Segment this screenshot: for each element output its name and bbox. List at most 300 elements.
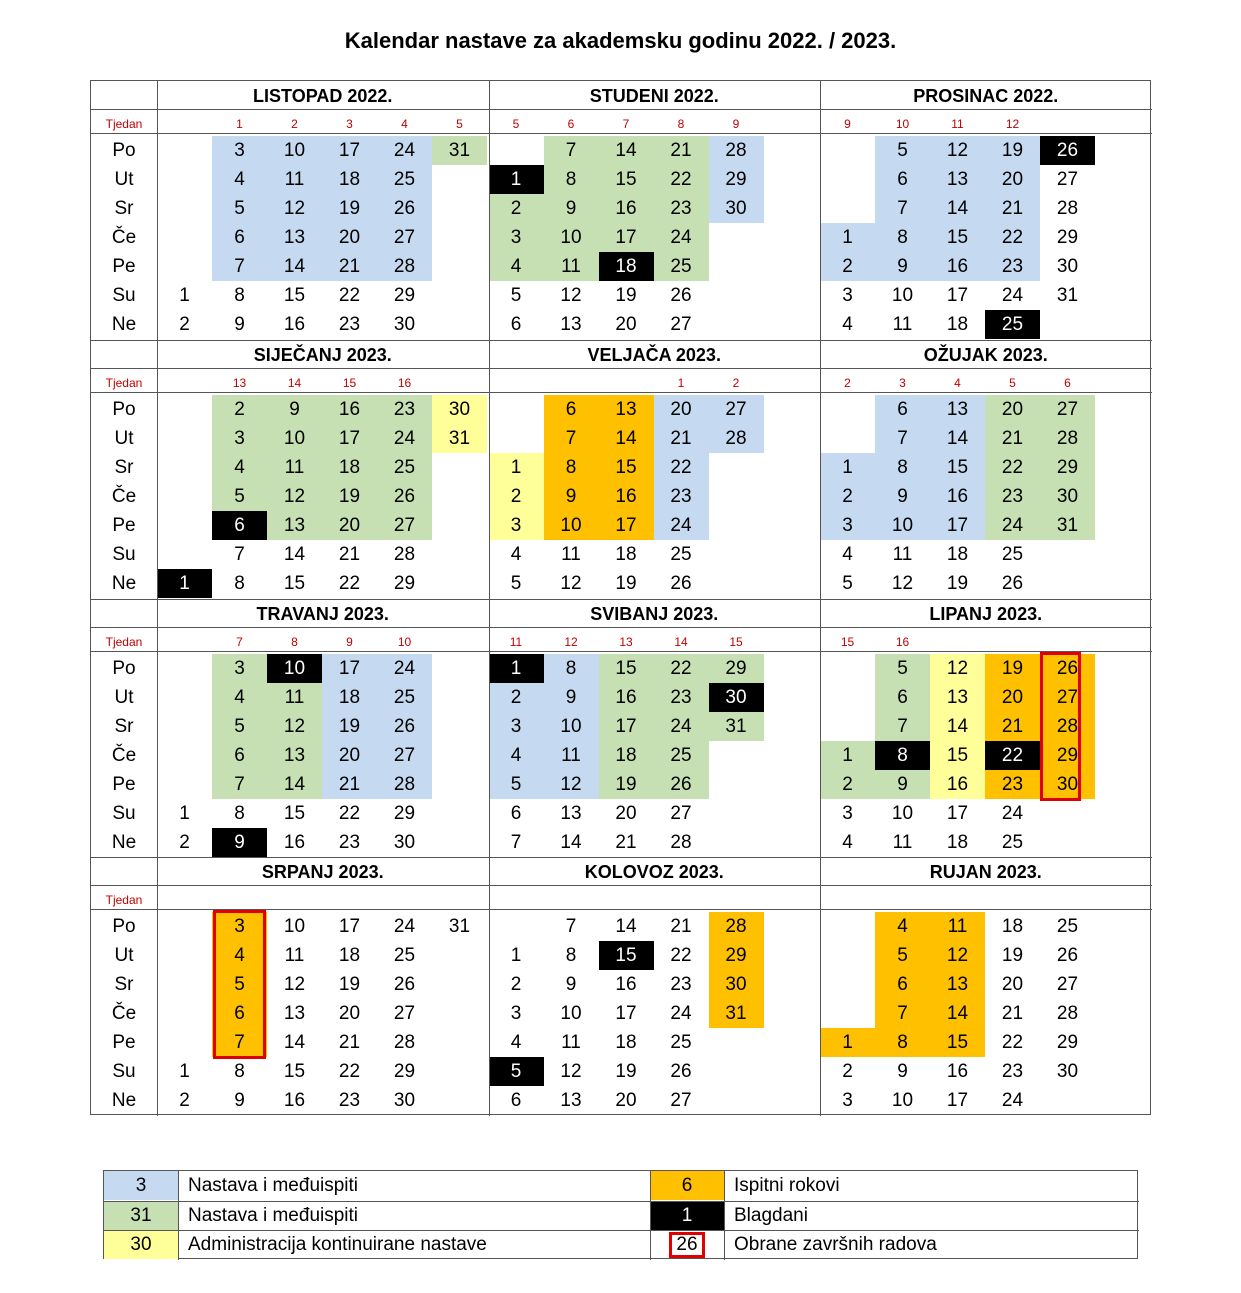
legend-swatch	[650, 1230, 724, 1259]
calendar-day: 30	[1056, 1061, 1079, 1082]
calendar-day: 17	[599, 712, 654, 741]
calendar-day: 10	[267, 136, 322, 165]
calendar-day: 29	[393, 573, 416, 594]
column-divider	[489, 81, 490, 1116]
calendar-day: 19	[615, 573, 637, 594]
week-number: 12	[564, 635, 578, 649]
month-header-divider	[91, 885, 1152, 886]
calendar-day: 9	[875, 252, 930, 281]
calendar-day: 15	[599, 654, 654, 683]
legend	[103, 1170, 1138, 1259]
calendar-day: 4	[875, 912, 930, 941]
day-label: Su	[112, 1061, 136, 1082]
calendar-day: 3	[489, 511, 544, 540]
calendar-day: 28	[709, 136, 764, 165]
calendar-day: 10	[891, 803, 914, 824]
calendar-day: 7	[875, 999, 930, 1028]
calendar-day: 29	[1040, 741, 1095, 770]
calendar-day: 3	[212, 654, 267, 683]
calendar-day: 1	[157, 569, 212, 598]
calendar-day: 27	[670, 1090, 692, 1111]
calendar-day: 22	[338, 285, 361, 306]
calendar-day: 11	[892, 832, 913, 853]
calendar-day: 2	[510, 974, 522, 995]
legend-label: Administracija kontinuirane nastave	[188, 1234, 487, 1255]
calendar-day: 16	[930, 252, 985, 281]
calendar-day: 29	[393, 803, 416, 824]
calendar-day: 16	[615, 974, 637, 995]
week-number: 8	[677, 117, 685, 131]
calendar-day: 11	[892, 544, 913, 565]
calendar-day: 2	[179, 832, 190, 853]
week-row-label: Tjedan	[105, 376, 143, 390]
calendar-day: 30	[393, 314, 416, 335]
calendar-day: 7	[875, 424, 930, 453]
calendar-day: 29	[393, 1061, 416, 1082]
day-label: Ut	[114, 687, 134, 708]
calendar-day: 25	[985, 310, 1040, 339]
calendar-day: 19	[338, 974, 361, 995]
calendar-day: 26	[377, 194, 432, 223]
week-number: 15	[729, 635, 743, 649]
calendar-day: 23	[1001, 1061, 1024, 1082]
calendar-day: 8	[875, 1028, 930, 1057]
calendar-day: 20	[985, 683, 1040, 712]
calendar-day: 8	[565, 945, 577, 966]
calendar-day: 8	[234, 803, 245, 824]
day-label: Ut	[114, 428, 134, 449]
calendar-day: 29	[709, 941, 764, 970]
calendar-day: 5	[510, 573, 522, 594]
calendar-day: 7	[875, 712, 930, 741]
calendar-day: 7	[212, 770, 267, 799]
calendar-day: 23	[654, 683, 709, 712]
legend-label: Nastava i međuispiti	[188, 1204, 359, 1226]
calendar-day: 11	[267, 683, 322, 712]
calendar-day: 16	[283, 832, 306, 853]
calendar-day: 14	[283, 544, 306, 565]
calendar-day: 31	[1056, 285, 1079, 306]
calendar-day: 1	[820, 223, 875, 252]
day-label: Sr	[114, 974, 134, 995]
calendar-day: 12	[267, 194, 322, 223]
calendar-day: 24	[1001, 803, 1024, 824]
calendar-day: 1	[179, 1061, 190, 1082]
calendar-day: 20	[615, 803, 637, 824]
calendar-day: 2	[820, 252, 875, 281]
calendar-day: 8	[544, 165, 599, 194]
calendar-day: 13	[267, 511, 322, 540]
calendar-day: 25	[670, 544, 692, 565]
calendar-day: 25	[654, 252, 709, 281]
calendar-day: 7	[544, 136, 599, 165]
calendar-day: 3	[489, 712, 544, 741]
calendar-day: 3	[212, 136, 267, 165]
calendar-day: 7	[544, 424, 599, 453]
calendar-day: 6	[875, 165, 930, 194]
calendar-day: 5	[212, 194, 267, 223]
calendar-day: 9	[234, 1090, 245, 1111]
calendar-day: 26	[393, 974, 416, 995]
day-label: Po	[112, 658, 136, 679]
month-header-divider	[91, 109, 1152, 110]
week-number: 15	[840, 635, 855, 649]
week-number: 3	[346, 117, 353, 131]
week-number: 7	[622, 117, 630, 131]
calendar-day: 3	[820, 511, 875, 540]
week-row-label: Tjedan	[105, 893, 143, 907]
calendar-day: 7	[212, 252, 267, 281]
calendar-day: 30	[432, 395, 487, 424]
calendar-day: 6	[510, 803, 522, 824]
calendar-day: 16	[322, 395, 377, 424]
calendar-day: 11	[892, 314, 913, 335]
calendar-day: 28	[709, 424, 764, 453]
calendar-day: 12	[560, 573, 582, 594]
calendar-day: 4	[489, 741, 544, 770]
calendar-day: 5	[212, 482, 267, 511]
calendar-day: 23	[985, 770, 1040, 799]
calendar-day: 24	[1001, 1090, 1024, 1111]
calendar-day: 26	[670, 1061, 692, 1082]
calendar-day: 26	[377, 712, 432, 741]
calendar-day: 19	[322, 712, 377, 741]
calendar-day: 31	[448, 916, 471, 937]
calendar-day: 22	[985, 223, 1040, 252]
calendar-day: 4	[489, 252, 544, 281]
calendar-day: 18	[599, 252, 654, 281]
calendar-day: 4	[510, 1032, 522, 1053]
week-number: 7	[236, 635, 243, 649]
calendar-day: 8	[234, 285, 245, 306]
week-number: 14	[674, 635, 688, 649]
calendar-day: 14	[930, 712, 985, 741]
week-number: 4	[954, 376, 961, 390]
week-number: 5	[456, 117, 463, 131]
calendar-day: 12	[267, 482, 322, 511]
calendar-day: 2	[489, 194, 544, 223]
calendar-day: 10	[891, 1090, 914, 1111]
calendar-day: 9	[875, 770, 930, 799]
calendar-day: 23	[338, 832, 361, 853]
calendar-day: 15	[930, 741, 985, 770]
day-label: Ut	[114, 169, 134, 190]
calendar-day: 17	[615, 1003, 637, 1024]
week-number: 1	[236, 117, 243, 131]
calendar-day: 21	[615, 832, 637, 853]
calendar-day: 16	[283, 314, 306, 335]
calendar-day: 4	[212, 453, 267, 482]
calendar-day: 5	[489, 1057, 544, 1086]
calendar-day: 2	[179, 314, 190, 335]
calendar-day: 30	[709, 970, 764, 999]
calendar-day: 3	[510, 1003, 522, 1024]
calendar-day: 18	[599, 741, 654, 770]
calendar-day: 23	[654, 482, 709, 511]
week-row-divider	[91, 909, 1152, 910]
calendar-day: 8	[234, 573, 245, 594]
calendar-day: 10	[891, 285, 914, 306]
calendar-day: 29	[709, 654, 764, 683]
month-name: SVIBANJ 2023.	[590, 604, 719, 624]
calendar-day: 31	[1040, 511, 1095, 540]
calendar-day: 4	[842, 832, 853, 853]
legend-divider	[104, 1230, 1139, 1231]
calendar-day: 18	[1001, 916, 1024, 937]
calendar-day: 23	[377, 395, 432, 424]
calendar-day: 22	[338, 803, 361, 824]
calendar-day: 28	[393, 544, 416, 565]
calendar-day: 29	[1056, 227, 1079, 248]
calendar-day: 17	[946, 803, 969, 824]
calendar-day: 13	[560, 314, 582, 335]
calendar-day: 7	[565, 916, 577, 937]
day-label: Če	[111, 227, 137, 248]
calendar-day: 12	[560, 1061, 582, 1082]
month-header-divider	[91, 627, 1152, 628]
calendar-day: 22	[670, 945, 692, 966]
week-number: 15	[342, 376, 357, 390]
calendar-day: 13	[267, 223, 322, 252]
calendar-day: 27	[393, 1003, 416, 1024]
calendar-day: 20	[322, 741, 377, 770]
calendar-day: 6	[875, 395, 930, 424]
calendar-day: 2	[179, 1090, 190, 1111]
calendar-day: 25	[377, 683, 432, 712]
day-label: Ne	[111, 1090, 137, 1111]
calendar-day: 29	[1056, 1032, 1079, 1053]
calendar-day: 22	[1001, 1032, 1024, 1053]
calendar-day: 17	[322, 654, 377, 683]
calendar-day: 26	[1056, 945, 1079, 966]
week-number: 2	[844, 376, 851, 390]
calendar-day: 14	[267, 770, 322, 799]
calendar-day: 15	[283, 1061, 306, 1082]
calendar-day: 28	[1040, 712, 1095, 741]
calendar-day: 21	[1001, 1003, 1024, 1024]
calendar-day: 24	[377, 136, 432, 165]
calendar-day: 9	[544, 683, 599, 712]
calendar-day: 13	[283, 1003, 306, 1024]
calendar-day: 5	[875, 941, 930, 970]
day-label: Su	[112, 285, 136, 306]
calendar-day: 23	[670, 974, 692, 995]
week-number: 1	[677, 376, 685, 390]
calendar-day: 9	[897, 1061, 908, 1082]
calendar-day: 19	[322, 482, 377, 511]
calendar-day: 27	[670, 314, 692, 335]
calendar-day: 13	[267, 741, 322, 770]
legend-label: Obrane završnih radova	[734, 1234, 937, 1255]
week-number: 16	[397, 376, 412, 390]
calendar-day: 11	[544, 741, 599, 770]
calendar-day: 13	[599, 395, 654, 424]
calendar-day: 26	[1040, 136, 1095, 165]
month-name: STUDENI 2022.	[589, 86, 719, 106]
calendar-day: 6	[212, 741, 267, 770]
calendar-day: 11	[561, 544, 581, 565]
calendar-day: 21	[985, 424, 1040, 453]
legend-swatch-value: 26	[669, 1232, 704, 1258]
calendar-day: 13	[930, 395, 985, 424]
calendar-day: 2	[820, 482, 875, 511]
calendar-day: 8	[234, 1061, 245, 1082]
calendar-day: 9	[544, 194, 599, 223]
legend-label: Nastava i međuispiti	[188, 1175, 359, 1196]
calendar-day: 10	[875, 511, 930, 540]
calendar-day: 1	[820, 741, 875, 770]
legend-swatch: 1	[650, 1201, 724, 1230]
calendar-day: 13	[560, 803, 582, 824]
calendar-day: 7	[875, 194, 930, 223]
calendar-day: 17	[599, 223, 654, 252]
calendar-day: 24	[377, 424, 432, 453]
day-label: Sr	[114, 716, 134, 737]
week-number: 2	[291, 117, 298, 131]
calendar-day: 14	[615, 916, 637, 937]
column-divider	[157, 81, 158, 1116]
calendar-day: 10	[267, 424, 322, 453]
week-number: 10	[895, 117, 910, 131]
calendar-day: 28	[709, 912, 764, 941]
legend-swatch: 6	[650, 1171, 724, 1200]
calendar-day: 27	[1040, 683, 1095, 712]
calendar-day: 26	[377, 482, 432, 511]
day-label: Po	[112, 399, 136, 420]
week-number: 12	[1005, 117, 1020, 131]
calendar-day: 9	[565, 974, 577, 995]
month-name: KOLOVOZ 2023.	[584, 862, 724, 882]
legend-swatch: 30	[104, 1230, 178, 1259]
calendar-day: 29	[709, 165, 764, 194]
calendar-day: 10	[544, 223, 599, 252]
day-label: Pe	[112, 1032, 136, 1053]
calendar-day: 24	[654, 223, 709, 252]
calendar-day: 22	[985, 453, 1040, 482]
day-label: Sr	[114, 457, 134, 478]
calendar-day: 21	[322, 770, 377, 799]
calendar-day: 13	[930, 683, 985, 712]
calendar-day: 31	[432, 136, 487, 165]
calendar-day: 22	[654, 165, 709, 194]
week-number: 5	[1009, 376, 1016, 390]
calendar-day: 19	[615, 1061, 637, 1082]
calendar-day: 11	[267, 165, 322, 194]
calendar-day: 6	[510, 314, 522, 335]
calendar-day: 18	[338, 945, 361, 966]
week-row-label: Tjedan	[105, 117, 143, 131]
legend-divider	[104, 1201, 1139, 1202]
calendar-day: 1	[179, 285, 190, 306]
calendar-day: 19	[1001, 945, 1024, 966]
calendar-day: 23	[654, 194, 709, 223]
calendar-day: 22	[654, 654, 709, 683]
calendar-day: 29	[393, 285, 416, 306]
calendar-day: 4	[510, 544, 522, 565]
calendar-day: 30	[1056, 256, 1079, 277]
month-name: LIPANJ 2023.	[929, 604, 1043, 624]
page-title: Kalendar nastave za akademsku godinu 2022. / 2023.	[344, 28, 897, 53]
calendar-day: 23	[985, 252, 1040, 281]
calendar-day: 12	[930, 136, 985, 165]
calendar-day: 20	[322, 511, 377, 540]
calendar-day: 12	[267, 712, 322, 741]
calendar-day: 21	[654, 136, 709, 165]
calendar-day: 15	[599, 165, 654, 194]
week-number: 11	[951, 117, 964, 131]
calendar-day: 13	[930, 165, 985, 194]
calendar-day: 24	[377, 654, 432, 683]
calendar-day: 3	[212, 912, 267, 941]
calendar-day: 8	[875, 741, 930, 770]
month-name: PROSINAC 2022.	[913, 86, 1059, 106]
calendar-day: 15	[283, 573, 306, 594]
calendar-day: 7	[234, 544, 245, 565]
calendar-day: 31	[709, 999, 764, 1028]
calendar-day: 5	[842, 573, 853, 594]
day-label: Su	[112, 803, 136, 824]
calendar-day: 4	[212, 941, 267, 970]
legend-label: Ispitni rokovi	[734, 1175, 840, 1196]
calendar-day: 3	[842, 1090, 853, 1111]
calendar-day: 29	[1040, 453, 1095, 482]
calendar-day: 2	[489, 683, 544, 712]
calendar-day: 12	[891, 573, 914, 594]
calendar-day: 19	[599, 770, 654, 799]
month-name: OŽUJAK 2023.	[923, 345, 1048, 365]
calendar-day: 19	[946, 573, 969, 594]
calendar-day: 26	[654, 770, 709, 799]
calendar-day: 27	[1056, 974, 1079, 995]
calendar-day: 2	[820, 770, 875, 799]
calendar-day: 6	[212, 223, 267, 252]
week-number: 3	[899, 376, 906, 390]
calendar-day: 4	[212, 683, 267, 712]
day-label: Ne	[111, 573, 137, 594]
calendar-day: 6	[875, 683, 930, 712]
calendar-day: 8	[544, 453, 599, 482]
calendar-day: 28	[377, 770, 432, 799]
calendar-day: 21	[654, 424, 709, 453]
week-number: 11	[509, 635, 523, 649]
calendar-day: 24	[654, 511, 709, 540]
calendar-day: 6	[875, 970, 930, 999]
calendar-day: 14	[267, 252, 322, 281]
calendar-day: 14	[930, 999, 985, 1028]
calendar-day: 10	[544, 712, 599, 741]
week-number: 10	[397, 635, 412, 649]
calendar-day: 4	[212, 165, 267, 194]
month-name: SIJEČANJ 2023.	[253, 345, 392, 365]
calendar-day: 1	[179, 803, 190, 824]
calendar-day: 30	[393, 832, 416, 853]
calendar-day: 18	[615, 1032, 637, 1053]
calendar-day: 30	[393, 1090, 416, 1111]
calendar-day: 18	[322, 453, 377, 482]
calendar-day: 1	[510, 945, 522, 966]
calendar-day: 2	[489, 482, 544, 511]
legend-divider	[178, 1171, 179, 1260]
calendar-day: 9	[544, 482, 599, 511]
calendar-day: 12	[560, 285, 582, 306]
calendar-day: 20	[1001, 974, 1024, 995]
calendar-day: 11	[284, 945, 305, 966]
calendar-day: 6	[544, 395, 599, 424]
calendar-grid	[90, 80, 1151, 1115]
calendar-day: 17	[322, 424, 377, 453]
calendar-day: 21	[985, 194, 1040, 223]
week-number: 2	[732, 376, 740, 390]
